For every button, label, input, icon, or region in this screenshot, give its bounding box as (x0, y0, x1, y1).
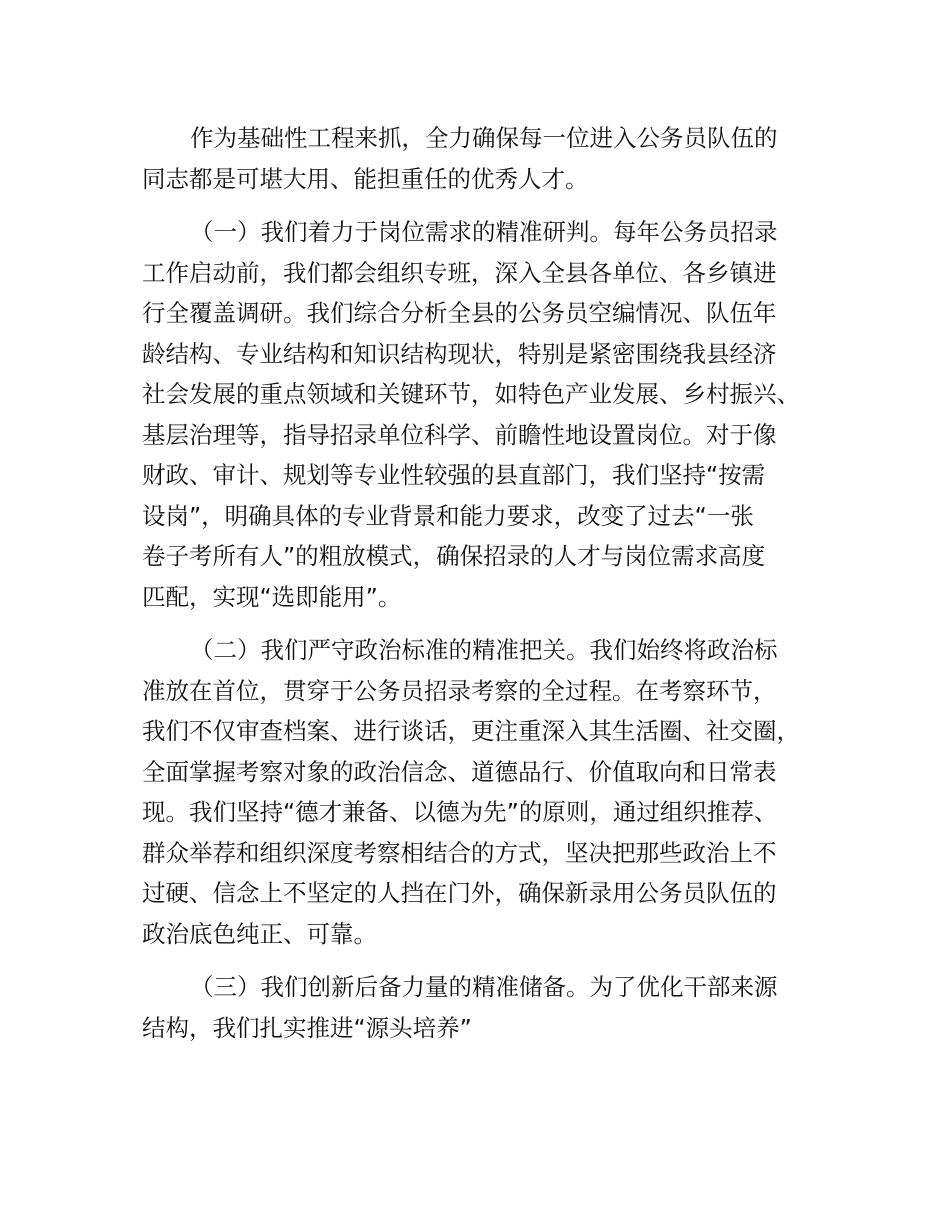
paragraph-section-2 (142, 630, 834, 954)
text-line: 我们不仅审查档案、进行谈话，更注重深入其生活圈、社交圈， (142, 717, 800, 745)
text-line: 现。我们坚持“德才兼备、以德为先”的原则，通过组织推荐、 (142, 798, 778, 826)
text-line: 全面掌握考察对象的政治信念、道德品行、价值取向和日常表 (142, 757, 777, 786)
text-line: 社会发展的重点领域和关键环节，如特色产业发展、乡村振兴、 (142, 380, 800, 408)
text-line: 卷子考所有人”的粗放模式，确保招录的人才与岗位需求高度 (142, 542, 766, 570)
text-line: 同志都是可堪大用、能担重任的优秀人才。 (142, 164, 589, 193)
text-line: 行全覆盖调研。我们综合分析全县的公务员空编情况、队伍年 (142, 299, 777, 327)
text-line: （一）我们着力于岗位需求的精准研判。每年公务员招录 (190, 218, 778, 246)
text-line: 准放在首位，贯穿于公务员招录考察的全过程。在考察环节， (142, 676, 777, 705)
text-line: 作为基础性工程来抓，全力确保每一位进入公务员队伍的 (190, 124, 778, 152)
text-line: 财政、审计、规划等专业性较强的县直部门，我们坚持“按需 (142, 461, 766, 489)
paragraph-section-1 (142, 212, 834, 617)
text-line: 政治底色纯正、可靠。 (142, 919, 377, 948)
text-line: （三）我们创新后备力量的精准储备。为了优化干部来源 (190, 973, 778, 1001)
text-line: 工作启动前，我们都会组织专班，深入全县各单位、各乡镇进 (142, 258, 777, 287)
text-line: 群众举荐和组织深度考察相结合的方式，坚决把那些政治上不 (142, 838, 777, 867)
paragraph-section-3 (142, 967, 834, 1048)
text-line: （二）我们严守政治标准的精准把关。我们始终将政治标 (190, 636, 778, 664)
document-body (142, 118, 834, 1061)
text-line: 设岗”，明确具体的专业背景和能力要求，改变了过去“一张 (142, 501, 754, 530)
text-line: 过硬、信念上不坚定的人挡在门外，确保新录用公务员队伍的 (142, 879, 777, 907)
text-line: 匹配，实现“选即能用”。 (142, 582, 402, 611)
text-line: 结构，我们扎实推进“源头培养” (142, 1013, 472, 1042)
paragraph-intro (142, 118, 834, 199)
text-line: 龄结构、专业结构和知识结构现状，特别是紧密围绕我县经济 (142, 339, 777, 368)
text-line: 基层治理等，指导招录单位科学、前瞻性地设置岗位。对于像 (142, 420, 777, 449)
